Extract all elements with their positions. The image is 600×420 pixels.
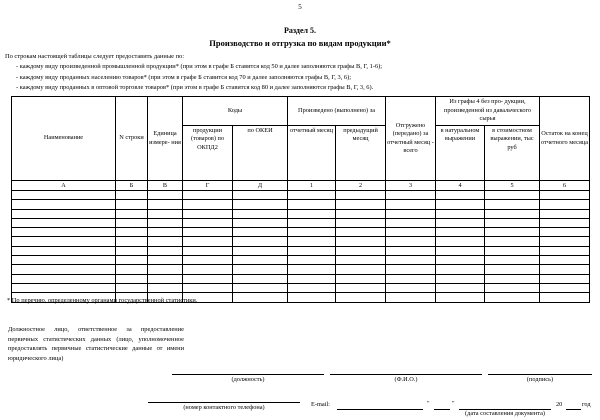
table-cell[interactable]	[540, 218, 590, 227]
signature-sign-rule[interactable]	[488, 366, 592, 375]
table-cell[interactable]	[485, 228, 540, 237]
table-cell[interactable]	[148, 218, 183, 227]
table-cell[interactable]	[288, 218, 336, 227]
table-cell[interactable]	[336, 283, 386, 292]
signature-row	[0, 366, 600, 382]
table-cell[interactable]	[436, 256, 485, 265]
table-cell[interactable]	[288, 228, 336, 237]
table-cell[interactable]	[233, 200, 288, 209]
table-cell[interactable]	[540, 200, 590, 209]
table-cell[interactable]	[233, 191, 288, 200]
table-cell[interactable]	[485, 246, 540, 255]
table-cell[interactable]	[288, 274, 336, 283]
table-cell[interactable]	[148, 256, 183, 265]
table-cell[interactable]	[436, 283, 485, 292]
table-body	[12, 191, 590, 303]
date-quote-open: "	[427, 400, 430, 407]
table-cell[interactable]	[233, 209, 288, 218]
table-cell[interactable]	[12, 246, 116, 255]
phone-field[interactable]	[148, 394, 300, 411]
signature-sign-caption: (подпись)	[526, 376, 554, 383]
signature-position-field[interactable]	[172, 366, 324, 383]
table-cell[interactable]	[233, 293, 288, 302]
table-cell[interactable]	[233, 283, 288, 292]
header-produced-previous: предыдущий месяц	[336, 126, 386, 181]
table-cell[interactable]	[12, 256, 116, 265]
table-cell[interactable]	[436, 200, 485, 209]
header-produced-current: отчетный месяц	[288, 126, 336, 181]
year-prefix: 20	[556, 401, 563, 408]
table-cell[interactable]	[116, 256, 148, 265]
table-cell[interactable]	[233, 274, 288, 283]
intro-bullet-2: - каждому виду проданных населению товаров* (при этом в графе Б ставится код 70 и далее заполняются графы В, Г, 3, 6);	[16, 73, 351, 81]
column-letter-g: Г	[183, 181, 233, 191]
phone-rule[interactable]	[148, 394, 300, 403]
page-number: 5	[298, 3, 302, 11]
table-cell[interactable]	[233, 256, 288, 265]
table-cell[interactable]	[485, 200, 540, 209]
table-cell[interactable]	[148, 191, 183, 200]
table-row	[12, 218, 590, 227]
table-cell[interactable]	[386, 256, 436, 265]
table-cell[interactable]	[336, 265, 386, 274]
table-cell[interactable]	[183, 237, 233, 246]
table-cell[interactable]	[386, 283, 436, 292]
intro-lead: По строкам настоящей таблицы следует предоставить данные по:	[5, 53, 184, 60]
table-cell[interactable]	[336, 293, 386, 302]
table-cell[interactable]	[12, 265, 116, 274]
header-codes-okei: по ОКЕИ	[233, 126, 288, 181]
table-cell[interactable]	[288, 293, 336, 302]
table-cell[interactable]	[288, 191, 336, 200]
table-cell[interactable]	[540, 191, 590, 200]
table-cell[interactable]	[386, 228, 436, 237]
table-cell[interactable]	[485, 191, 540, 200]
table-cell[interactable]	[485, 265, 540, 274]
table-cell[interactable]	[436, 265, 485, 274]
table-row	[12, 283, 590, 292]
table-cell[interactable]	[386, 274, 436, 283]
table-cell[interactable]	[288, 209, 336, 218]
table-cell[interactable]	[336, 256, 386, 265]
table-cell[interactable]	[183, 283, 233, 292]
table-cell[interactable]	[116, 218, 148, 227]
document-title: Производство и отгрузка по видам продукции*	[209, 38, 391, 48]
table-cell[interactable]	[288, 246, 336, 255]
column-letter-5: 5	[485, 181, 540, 191]
table-cell[interactable]	[183, 256, 233, 265]
table-cell[interactable]	[336, 200, 386, 209]
table-row	[12, 274, 590, 283]
table-cell[interactable]	[116, 265, 148, 274]
table-cell[interactable]	[148, 265, 183, 274]
table-cell[interactable]	[436, 191, 485, 200]
table-cell[interactable]	[233, 246, 288, 255]
table-cell[interactable]	[386, 209, 436, 218]
column-letter-v: В	[148, 181, 183, 191]
signature-position-caption: (должность)	[231, 376, 265, 383]
table-cell[interactable]	[12, 283, 116, 292]
table-row	[12, 256, 590, 265]
date-day-input[interactable]	[434, 401, 450, 410]
table-cell[interactable]	[485, 237, 540, 246]
table-cell[interactable]	[386, 237, 436, 246]
table-cell[interactable]	[540, 265, 590, 274]
table-cell[interactable]	[436, 274, 485, 283]
table-cell[interactable]	[183, 191, 233, 200]
table-cell[interactable]	[148, 228, 183, 237]
production-table	[11, 96, 590, 303]
intro-bullet-3: - каждому виду проданных в оптовой торговле товаров* (при этом в графе Б ставится код 80 и далее заполняются графы В, Г, 3, 6).	[16, 83, 374, 91]
table-cell[interactable]	[116, 200, 148, 209]
table-cell[interactable]	[183, 265, 233, 274]
email-label: E-mail:	[311, 401, 330, 408]
section-title: Раздел 5.	[283, 26, 317, 35]
signature-fio-field[interactable]	[330, 366, 482, 383]
table-cell[interactable]	[386, 191, 436, 200]
table-cell[interactable]	[336, 218, 386, 227]
phone-caption: (номер контактного телефона)	[183, 404, 265, 411]
table-row	[12, 237, 590, 246]
table-cell[interactable]	[116, 228, 148, 237]
table-cell[interactable]	[116, 209, 148, 218]
table-cell[interactable]	[148, 200, 183, 209]
table-cell[interactable]	[12, 200, 116, 209]
table-cell[interactable]	[336, 274, 386, 283]
table-cell[interactable]	[12, 274, 116, 283]
table-cell[interactable]	[288, 283, 336, 292]
table-cell[interactable]	[485, 209, 540, 218]
table-cell[interactable]	[336, 237, 386, 246]
footnote: * По перечню, определенному органами государственной статистики.	[7, 297, 198, 304]
header-shipped: Отгружено (передано) за отчетный месяц - всего	[386, 97, 436, 181]
table-cell[interactable]	[116, 191, 148, 200]
header-unit: Единица измере- ния	[148, 97, 183, 181]
table-row	[12, 191, 590, 200]
header-row-number: N строки	[116, 97, 148, 181]
table-cell[interactable]	[540, 209, 590, 218]
table-cell[interactable]	[12, 191, 116, 200]
table-cell[interactable]	[116, 274, 148, 283]
table-cell[interactable]	[540, 256, 590, 265]
table-cell[interactable]	[183, 209, 233, 218]
table-cell[interactable]	[336, 228, 386, 237]
table-cell[interactable]	[386, 246, 436, 255]
table-cell[interactable]	[116, 237, 148, 246]
table-cell[interactable]	[386, 200, 436, 209]
table-cell[interactable]	[12, 237, 116, 246]
table-cell[interactable]	[12, 218, 116, 227]
table-cell[interactable]	[336, 191, 386, 200]
table-row	[12, 228, 590, 237]
table-cell[interactable]	[540, 228, 590, 237]
table-cell[interactable]	[183, 246, 233, 255]
table-row	[12, 265, 590, 274]
year-input[interactable]	[566, 401, 581, 410]
table-cell[interactable]	[485, 256, 540, 265]
intro-bullet-1: - каждому виду произведенной промышленной продукции* (при этом в графе Б ставится код 50 и далее заполняются графы В, Г, 1-6);	[16, 63, 383, 71]
table-cell[interactable]	[386, 293, 436, 302]
table-cell[interactable]	[436, 209, 485, 218]
column-letter-a: А	[12, 181, 116, 191]
table-cell[interactable]	[540, 274, 590, 283]
table-cell[interactable]	[485, 218, 540, 227]
table-cell[interactable]	[540, 237, 590, 246]
header-from-col4-natural: в натуральном выражении	[436, 126, 485, 181]
header-from-col4-group: Из графы 4 без про- дукции, произведенной из давальческого сырья	[436, 97, 540, 126]
signature-position-rule[interactable]	[172, 366, 324, 375]
table-cell[interactable]	[540, 283, 590, 292]
date-quote-close: "	[452, 400, 455, 407]
column-letter-2: 2	[336, 181, 386, 191]
table-cell[interactable]	[148, 283, 183, 292]
table-cell[interactable]	[233, 265, 288, 274]
table-cell[interactable]	[233, 228, 288, 237]
responsible-officer-label: Должностное лицо, ответственное за предоставление первичных статистических данных (лицо, уполномоченное предоставлять первичные статистические данные от имени юридического лица)	[8, 326, 184, 362]
contact-date-row	[0, 394, 600, 420]
column-letter-b: Б	[116, 181, 148, 191]
signature-fio-rule[interactable]	[330, 366, 482, 375]
header-remainder: Остаток на конец отчетного месяца	[540, 97, 590, 181]
table-cell[interactable]	[386, 265, 436, 274]
signature-sign-field[interactable]	[488, 366, 592, 383]
table-cell[interactable]	[183, 274, 233, 283]
table-cell[interactable]	[148, 237, 183, 246]
table-cell[interactable]	[288, 200, 336, 209]
table-cell[interactable]	[183, 228, 233, 237]
table-column-letters-row	[12, 181, 590, 191]
header-codes-group: Коды	[183, 97, 288, 126]
table-cell[interactable]	[436, 237, 485, 246]
table-header-row-1	[12, 97, 590, 126]
table-cell[interactable]	[183, 218, 233, 227]
column-letter-1: 1	[288, 181, 336, 191]
table-cell[interactable]	[233, 218, 288, 227]
header-produced-group: Произведено (выполнено) за	[288, 97, 386, 126]
header-name: Наименование	[12, 97, 116, 181]
table-row	[12, 200, 590, 209]
table-cell[interactable]	[485, 274, 540, 283]
table-cell[interactable]	[386, 218, 436, 227]
table-cell[interactable]	[148, 209, 183, 218]
table-cell[interactable]	[485, 283, 540, 292]
table-cell[interactable]	[336, 209, 386, 218]
table-cell[interactable]	[288, 265, 336, 274]
table-cell[interactable]	[288, 256, 336, 265]
table-cell[interactable]	[148, 274, 183, 283]
table-row	[12, 209, 590, 218]
table-cell[interactable]	[233, 237, 288, 246]
table-cell[interactable]	[540, 246, 590, 255]
table-cell[interactable]	[183, 200, 233, 209]
column-letter-d: Д	[233, 181, 288, 191]
table-cell[interactable]	[116, 246, 148, 255]
column-letter-4: 4	[436, 181, 485, 191]
intro-block	[5, 52, 597, 93]
table-cell[interactable]	[540, 293, 590, 302]
date-caption: (дата составления документа)	[465, 410, 545, 417]
table-cell[interactable]	[436, 293, 485, 302]
table-cell[interactable]	[436, 246, 485, 255]
header-codes-okpd: продукции (товаров) по ОКПД2	[183, 126, 233, 181]
header-from-col4-value: в стоимостном выражении, тыс руб	[485, 126, 540, 181]
table-cell[interactable]	[436, 228, 485, 237]
table-cell[interactable]	[436, 218, 485, 227]
table-cell[interactable]	[288, 237, 336, 246]
year-word: год	[582, 401, 591, 408]
table-cell[interactable]	[336, 246, 386, 255]
table-cell[interactable]	[485, 293, 540, 302]
table-cell[interactable]	[148, 246, 183, 255]
table-row	[12, 246, 590, 255]
column-letter-3: 3	[386, 181, 436, 191]
table-cell[interactable]	[116, 283, 148, 292]
table-cell[interactable]	[12, 228, 116, 237]
email-input[interactable]	[337, 401, 423, 410]
table-cell[interactable]	[12, 209, 116, 218]
column-letter-6: 6	[540, 181, 590, 191]
signature-fio-caption: (Ф.И.О.)	[394, 376, 418, 383]
